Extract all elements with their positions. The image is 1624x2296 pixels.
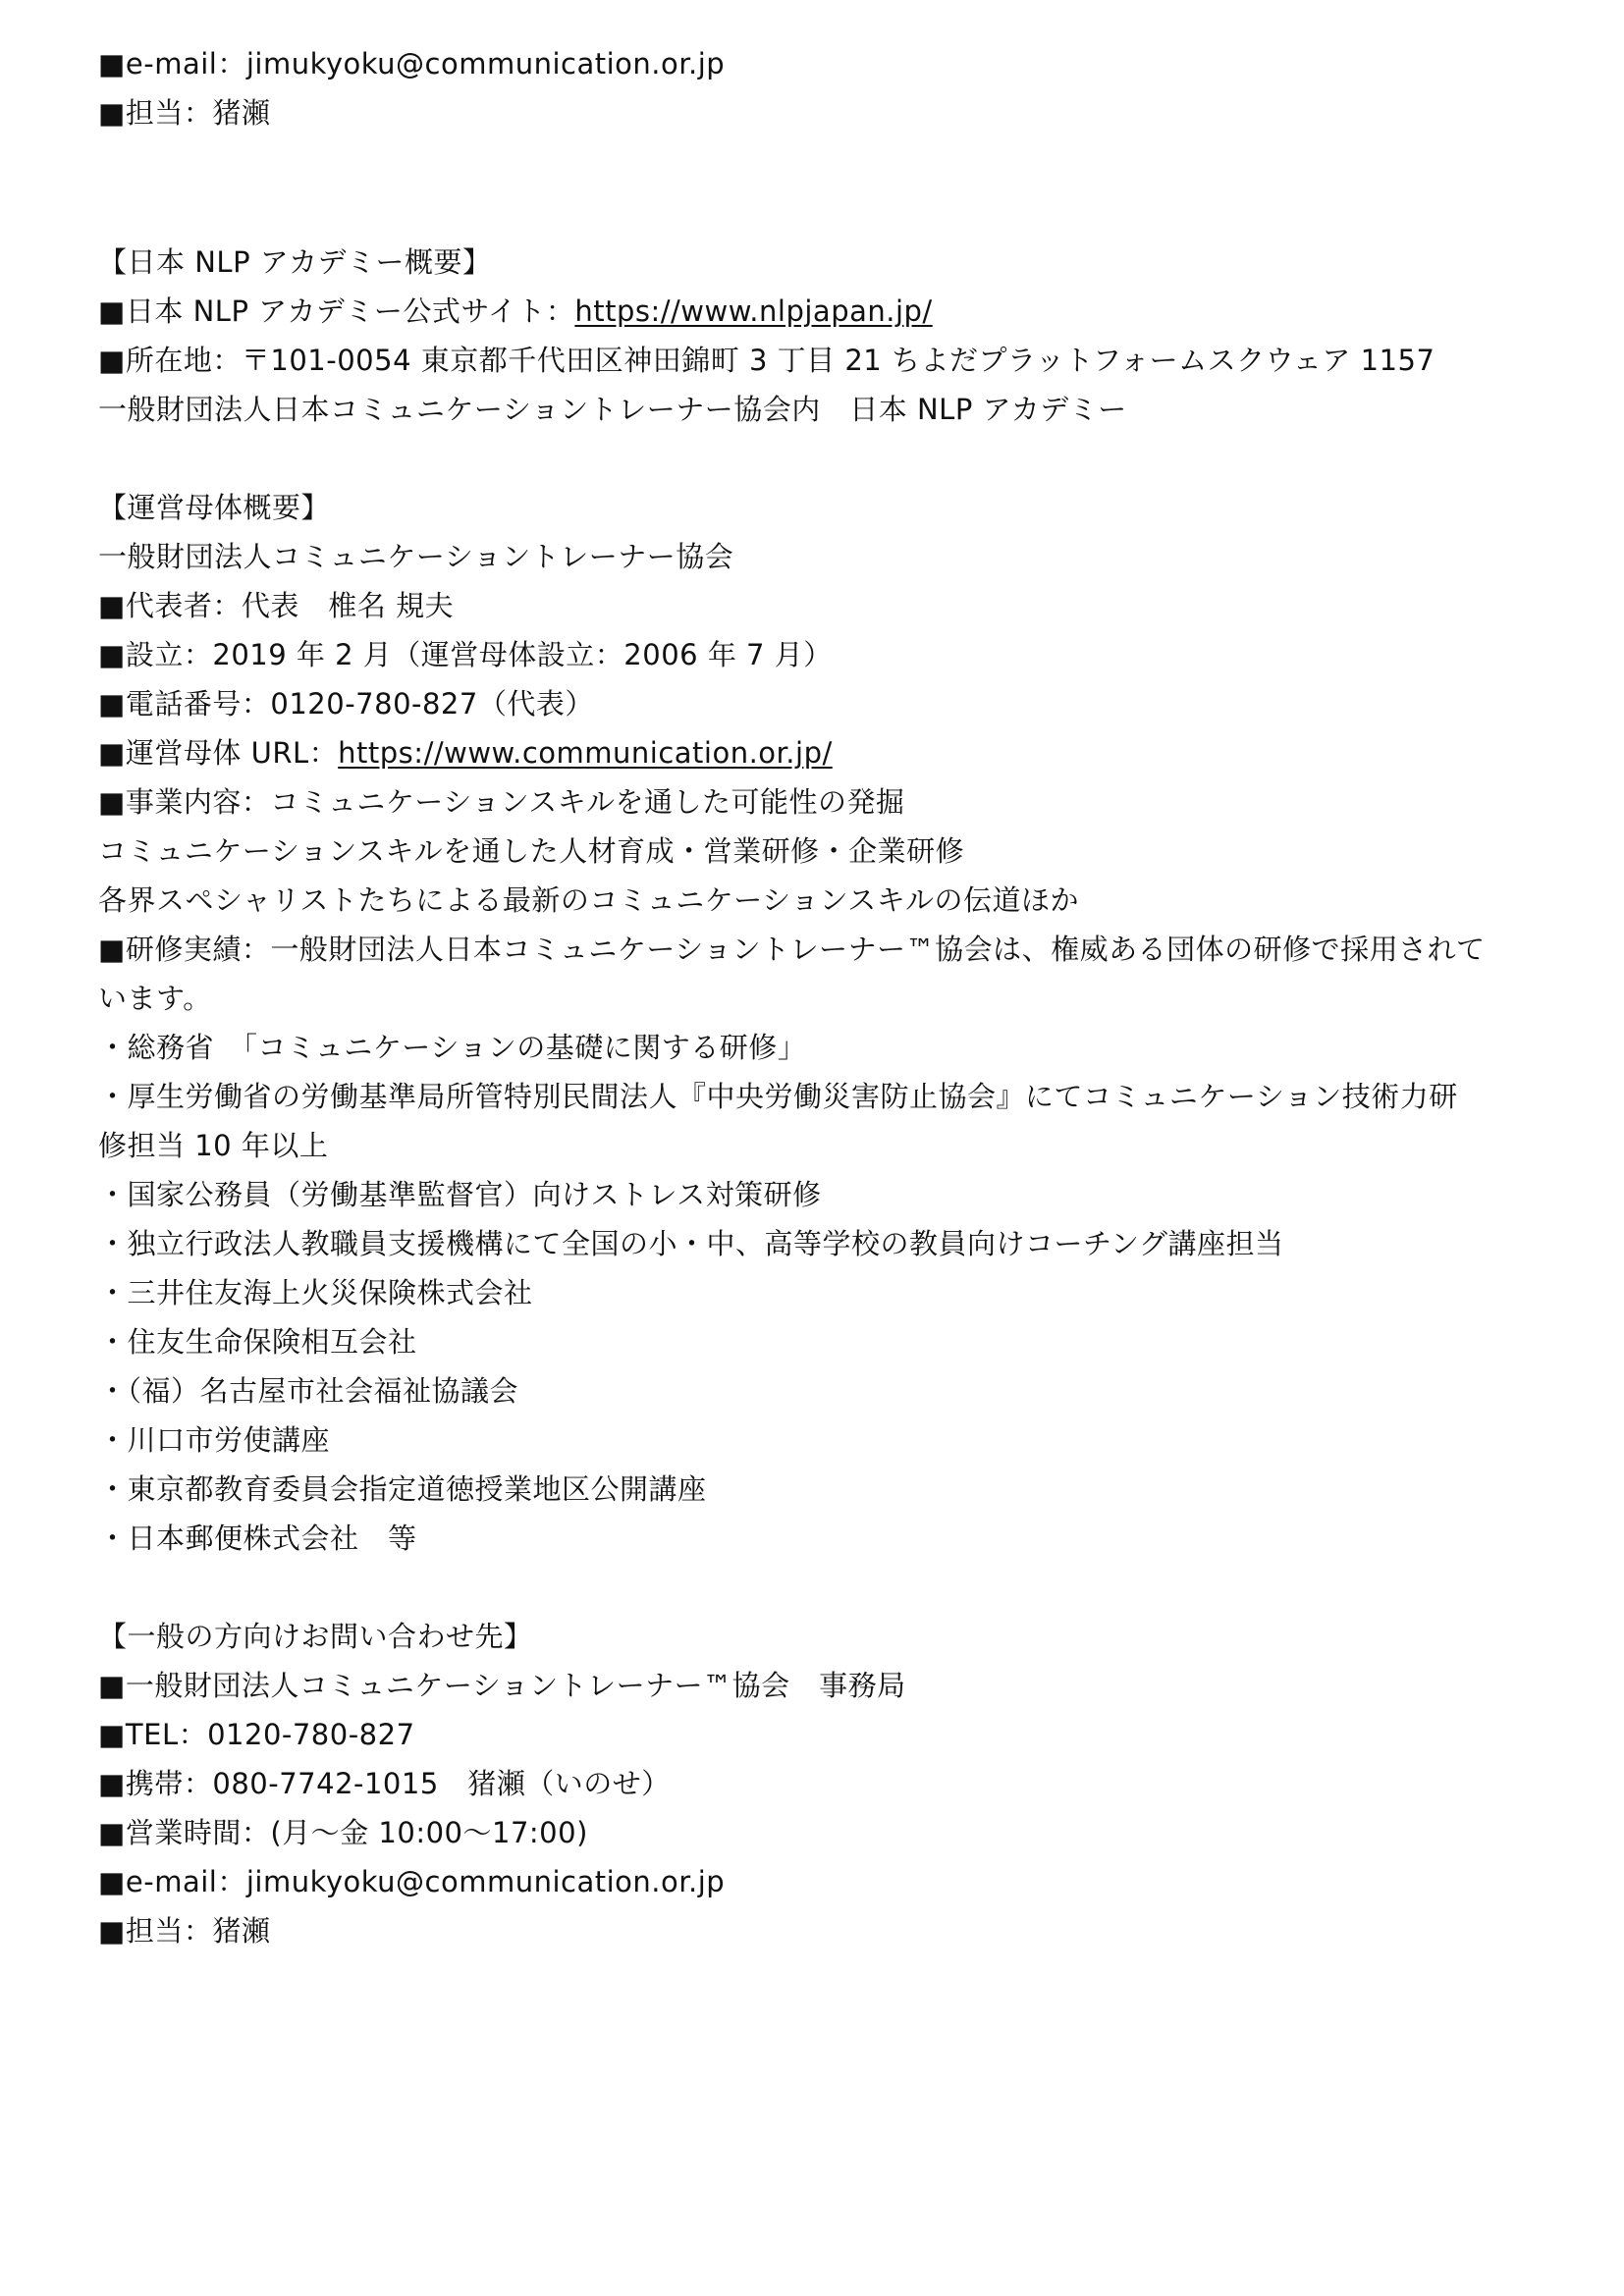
- record-item: ・厚生労働省の労働基準局所管特別民間法人『中央労働災害防止協会』にてコミュニケーション技術力研: [98, 1080, 1458, 1113]
- parent-representative: ■代表者：代表 椎名 規夫: [98, 589, 455, 622]
- academy-site-label: ■日本 NLP アカデミー公式サイト：: [98, 294, 575, 328]
- record-item: ・川口市労使講座: [98, 1423, 331, 1457]
- record-item: 修担当 10 年以上: [98, 1129, 329, 1162]
- contact-person: ■担当：猪瀬: [98, 1914, 271, 1948]
- parent-training-2: います。: [98, 982, 212, 1015]
- contact-hours: ■営業時間：(月～金 10:00～17:00): [98, 1816, 588, 1849]
- parent-business-1: ■事業内容：コミュニケーションスキルを通した可能性の発掘: [98, 785, 905, 819]
- record-item: ・東京都教育委員会指定道徳授業地区公開講座: [98, 1472, 707, 1506]
- record-item: ・日本郵便株式会社 等: [98, 1522, 417, 1555]
- parent-url-label: ■運営母体 URL：: [98, 736, 339, 770]
- record-item: ・総務省 「コミュニケーションの基礎に関する研修」: [98, 1031, 807, 1064]
- contact-org: ■一般財団法人コミュニケーショントレーナー™協会 事務局: [98, 1669, 906, 1702]
- contact-tel: ■TEL：0120-780-827: [98, 1718, 415, 1751]
- parent-name: 一般財団法人コミュニケーショントレーナー協会: [98, 540, 734, 573]
- contact-email: ■e-mail：jimukyoku@communication.or.jp: [98, 1865, 726, 1898]
- record-item: ・（福）名古屋市社会福祉協議会: [98, 1374, 519, 1408]
- record-item: ・住友生命保険相互会社: [98, 1325, 417, 1359]
- parent-phone: ■電話番号：0120-780-827（代表）: [98, 687, 594, 721]
- record-item: ・国家公務員（労働基準監督官）向けストレス対策研修: [98, 1178, 822, 1211]
- academy-heading: 【日本 NLP アカデミー概要】: [98, 245, 492, 279]
- top-email: ■e-mail：jimukyoku@communication.or.jp: [98, 47, 726, 80]
- parent-business-3: 各界スペシャリストたちによる最新のコミュニケーションスキルの伝道ほか: [98, 883, 1079, 917]
- parent-url-link[interactable]: https://www.communication.or.jp/: [338, 736, 833, 770]
- academy-site-link[interactable]: https://www.nlpjapan.jp/: [574, 294, 933, 328]
- record-item: ・独立行政法人教職員支援機構にて全国の小・中、高等学校の教員向けコーチング講座担当: [98, 1227, 1284, 1260]
- academy-site-row: [98, 287, 1551, 336]
- parent-url-row: [98, 728, 1551, 777]
- academy-org: 一般財団法人日本コミュニケーショントレーナー協会内 日本 NLP アカデミー: [98, 393, 1127, 426]
- parent-established: ■設立：2019 年 2 月（運営母体設立：2006 年 7 月）: [98, 638, 833, 671]
- contact-mobile: ■携帯：080-7742-1015 猪瀬（いのせ）: [98, 1767, 671, 1800]
- parent-heading: 【運営母体概要】: [98, 491, 331, 524]
- record-item: ・三井住友海上火災保険株式会社: [98, 1276, 533, 1309]
- contact-heading: 【一般の方向けお問い合わせ先】: [98, 1620, 533, 1653]
- parent-business-2: コミュニケーションスキルを通した人材育成・営業研修・企業研修: [98, 834, 965, 868]
- academy-address: ■所在地：〒101-0054 東京都千代田区神田錦町 3 丁目 21 ちよだプラットフォームスクウェア 1157: [98, 344, 1435, 377]
- parent-training-1: ■研修実績：一般財団法人日本コミュニケーショントレーナー™協会は、権威ある団体の研修で採用されて: [98, 933, 1486, 966]
- top-person: ■担当：猪瀬: [98, 96, 271, 130]
